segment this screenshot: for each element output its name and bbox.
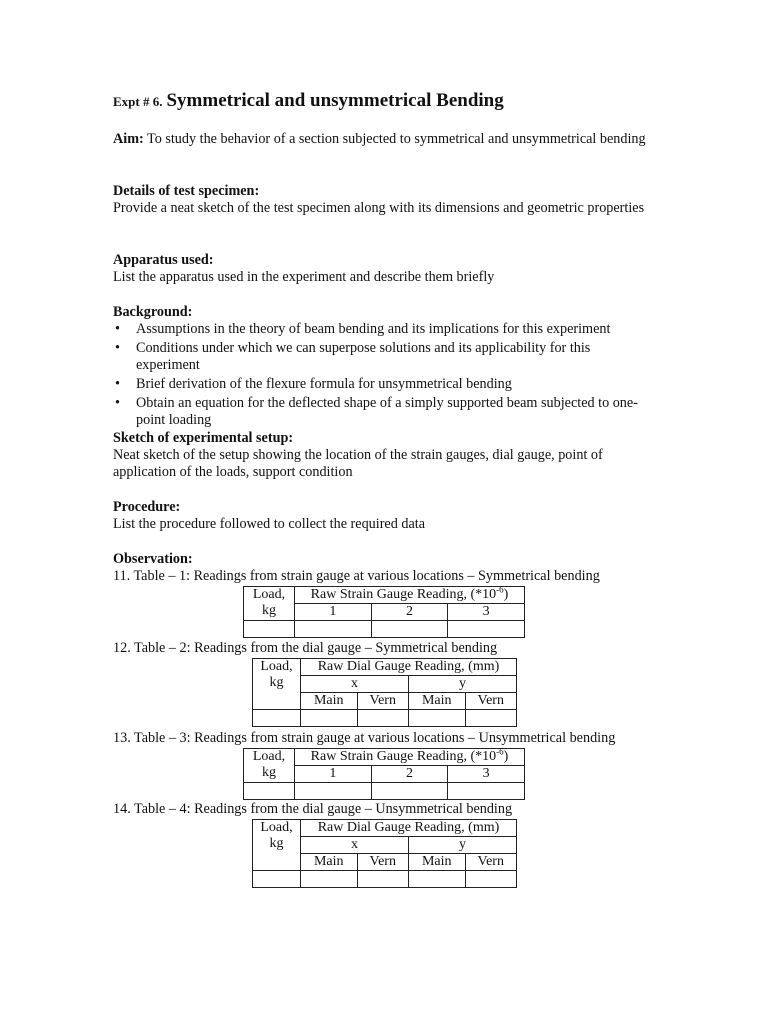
load-header: Load, kg <box>253 820 301 871</box>
column-header: 2 <box>371 604 448 621</box>
observation-label: Observation: <box>113 551 193 567</box>
table-cell[interactable] <box>253 871 301 888</box>
procedure-text: List the procedure followed to collect the required data <box>113 516 426 532</box>
table-cell[interactable] <box>301 871 358 888</box>
procedure-section <box>113 499 653 533</box>
specimen-section <box>113 183 653 217</box>
column-header: Main <box>301 854 358 871</box>
table-3 <box>243 748 525 800</box>
apparatus-section <box>113 252 653 286</box>
axis-header: y <box>408 676 516 693</box>
table-cell[interactable] <box>244 783 295 800</box>
page-title <box>113 90 504 112</box>
table-cell[interactable] <box>465 710 516 727</box>
procedure-label: Procedure: <box>113 499 181 515</box>
table-3-caption: 13. Table – 3: Readings from strain gauge at various locations – Unsymmetrical bending <box>113 730 616 746</box>
aim-section <box>113 131 653 148</box>
column-header: 3 <box>448 604 525 621</box>
column-header: 2 <box>371 766 448 783</box>
column-header: Vern <box>357 854 408 871</box>
table-4-caption: 14. Table – 4: Readings from the dial gauge – Unsymmetrical bending <box>113 801 513 817</box>
list-item: • Conditions under which we can superpose solutions and its applicability for this experiment <box>115 340 591 373</box>
column-header: 1 <box>295 604 372 621</box>
column-header: 3 <box>448 766 525 783</box>
load-header: Load, kg <box>244 587 295 621</box>
apparatus-label: Apparatus used: <box>113 252 214 268</box>
strain-header: Raw Strain Gauge Reading, $(*10^{-6})$ <box>295 749 525 766</box>
setup-label: Sketch of experimental setup: <box>113 430 294 446</box>
table-cell[interactable] <box>371 621 448 638</box>
table-cell[interactable] <box>465 871 516 888</box>
column-header: Vern <box>357 693 408 710</box>
column-header: 1 <box>295 766 372 783</box>
background-list <box>113 321 648 429</box>
specimen-label: Details of test specimen: <box>113 183 260 199</box>
setup-section <box>113 430 653 481</box>
load-header: Load, kg <box>253 659 301 710</box>
experiment-number: Expt # 6. <box>113 94 163 109</box>
axis-header: y <box>408 837 516 854</box>
table-2-caption: 12. Table – 2: Readings from the dial gauge – Symmetrical bending <box>113 640 498 656</box>
column-header: Vern <box>465 854 516 871</box>
table-2 <box>252 658 517 727</box>
table-cell[interactable] <box>408 710 465 727</box>
table-4 <box>252 819 517 888</box>
experiment-title: Symmetrical and unsymmetrical Bending <box>166 90 504 111</box>
background-section <box>113 304 648 429</box>
list-item: • Brief derivation of the flexure formula for unsymmetrical bending <box>115 376 512 392</box>
apparatus-text: List the apparatus used in the experiment and describe them briefly <box>113 269 495 285</box>
list-item: • Assumptions in the theory of beam bending and its implications for this experiment <box>115 321 611 337</box>
strain-header: Raw Strain Gauge Reading, $(*10^{-6})$ <box>295 587 525 604</box>
table-cell[interactable] <box>253 710 301 727</box>
axis-header: x <box>301 837 409 854</box>
column-header: Main <box>408 693 465 710</box>
column-header: Main <box>301 693 358 710</box>
column-header: Main <box>408 854 465 871</box>
axis-header: x <box>301 676 409 693</box>
aim-text: To study the behavior of a section subjected to symmetrical and unsymmetrical bending <box>147 131 646 147</box>
dial-header: Raw Dial Gauge Reading, (mm) <box>301 820 517 837</box>
observation-section <box>113 551 653 568</box>
background-label: Background: <box>113 304 193 320</box>
aim-label: Aim: <box>113 131 144 147</box>
table-cell[interactable] <box>448 621 525 638</box>
table-cell[interactable] <box>408 871 465 888</box>
table-cell[interactable] <box>371 783 448 800</box>
column-header: Vern <box>465 693 516 710</box>
load-header: Load, kg <box>244 749 295 783</box>
specimen-text: Provide a neat sketch of the test specimen along with its dimensions and geometric properties <box>113 200 645 216</box>
table-cell[interactable] <box>448 783 525 800</box>
table-cell[interactable] <box>295 621 372 638</box>
table-cell[interactable] <box>295 783 372 800</box>
table-cell[interactable] <box>357 871 408 888</box>
table-1-caption: 11. Table – 1: Readings from strain gauge at various locations – Symmetrical bending <box>113 568 600 584</box>
table-cell[interactable] <box>301 710 358 727</box>
dial-header: Raw Dial Gauge Reading, (mm) <box>301 659 517 676</box>
list-item: • Obtain an equation for the deflected shape of a simply supported beam subjected to one-point loading <box>115 395 638 428</box>
table-cell[interactable] <box>244 621 295 638</box>
setup-text: Neat sketch of the setup showing the location of the strain gauges, dial gauge, point of application of the loads, support condition <box>113 447 603 480</box>
table-cell[interactable] <box>357 710 408 727</box>
table-1 <box>243 586 525 638</box>
